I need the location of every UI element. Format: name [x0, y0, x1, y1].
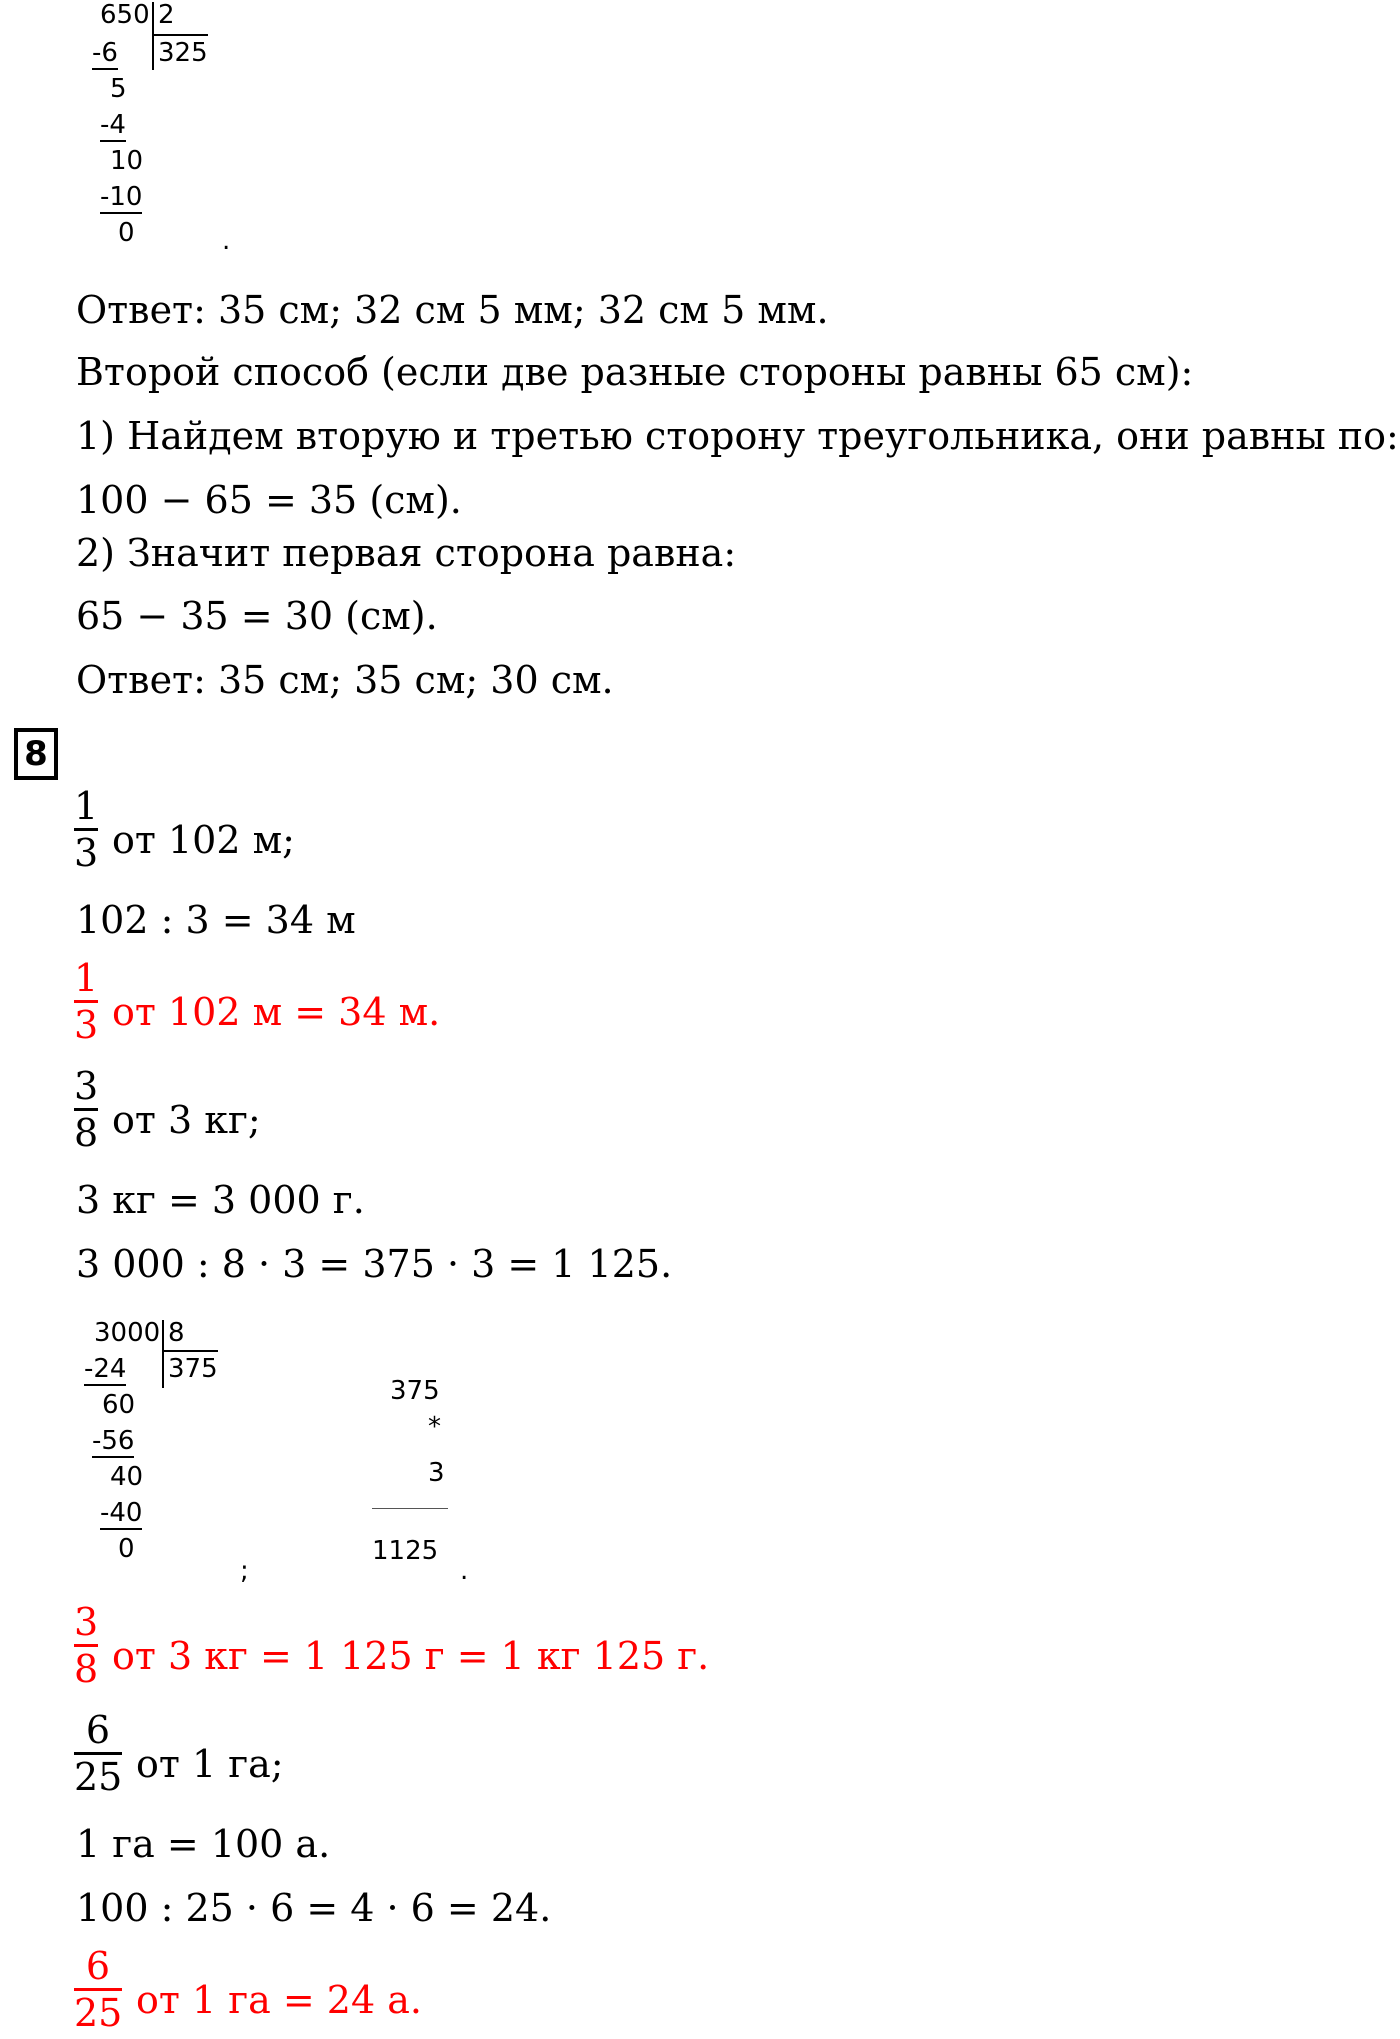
- dividend: 650: [100, 0, 150, 30]
- method-2-step-1: 1) Найдем вторую и третью сторону треугольника, они равны по:: [76, 414, 1399, 458]
- result-fraction: 3 8: [74, 1600, 99, 1691]
- method-2-title: Второй способ (если две разные стороны равны 65 см):: [76, 350, 1194, 394]
- multiply-sign: *: [428, 1412, 441, 1442]
- step: 10: [110, 146, 144, 176]
- step: 0: [118, 1534, 135, 1564]
- dividend: 3000: [94, 1318, 161, 1348]
- method-2-step-2: 2) Значит первая сторона равна:: [76, 531, 737, 575]
- sum-line: [372, 1508, 448, 1509]
- fraction: 6 25: [74, 1708, 123, 1799]
- division-bar: [162, 1320, 164, 1388]
- quotient: 375: [168, 1354, 218, 1384]
- task-number-badge: 8: [14, 728, 58, 780]
- part-1-result: от 102 м = 34 м.: [112, 990, 441, 1034]
- separator-mark: ;: [240, 1556, 249, 1586]
- part-3-result: от 1 га = 24 а.: [136, 1978, 422, 2022]
- step: -4: [100, 110, 126, 140]
- step: -24: [84, 1354, 127, 1384]
- divisor: 2: [158, 0, 175, 30]
- multiplicand: 375: [390, 1376, 440, 1406]
- method-2-calc-2: 65 − 35 = 30 (см).: [76, 594, 438, 638]
- step: -6: [92, 38, 118, 68]
- method-2-calc-1: 100 − 65 = 35 (см).: [76, 478, 462, 522]
- answer-2: Ответ: 35 см; 35 см; 30 см.: [76, 658, 614, 702]
- step: 5: [110, 74, 127, 104]
- end-mark: .: [222, 226, 231, 256]
- step: 60: [102, 1390, 136, 1420]
- part-2-result: от 3 кг = 1 125 г = 1 кг 125 г.: [112, 1634, 710, 1678]
- result-fraction: 6 25: [74, 1944, 123, 2035]
- divisor: 8: [168, 1318, 185, 1348]
- step: 40: [110, 1462, 144, 1492]
- end-mark: .: [460, 1556, 469, 1586]
- part-1-calc: 102 : 3 = 34 м: [76, 898, 356, 942]
- result-fraction: 1 3: [74, 956, 99, 1047]
- part-3-calc: 100 : 25 · 6 = 4 · 6 = 24.: [76, 1886, 552, 1930]
- step: -40: [100, 1498, 143, 1528]
- step: -56: [92, 1426, 135, 1456]
- step: 0: [118, 218, 135, 248]
- divisor-line: [162, 1350, 218, 1352]
- part-2-text: от 3 кг;: [112, 1098, 261, 1142]
- quotient: 325: [158, 38, 208, 68]
- product: 1125: [372, 1536, 439, 1566]
- part-2-calc: 3 000 : 8 · 3 = 375 · 3 = 1 125.: [76, 1242, 673, 1286]
- divisor-line: [152, 34, 208, 36]
- fraction: 1 3: [74, 784, 99, 875]
- part-2-conversion: 3 кг = 3 000 г.: [76, 1178, 365, 1222]
- step: -10: [100, 182, 143, 212]
- part-1-text: от 102 м;: [112, 818, 295, 862]
- multiplier: 3: [428, 1458, 445, 1488]
- fraction: 3 8: [74, 1064, 99, 1155]
- answer-1: Ответ: 35 см; 32 см 5 мм; 32 см 5 мм.: [76, 288, 829, 332]
- division-bar: [152, 2, 154, 70]
- part-3-conversion: 1 га = 100 а.: [76, 1822, 331, 1866]
- part-3-text: от 1 га;: [136, 1742, 284, 1786]
